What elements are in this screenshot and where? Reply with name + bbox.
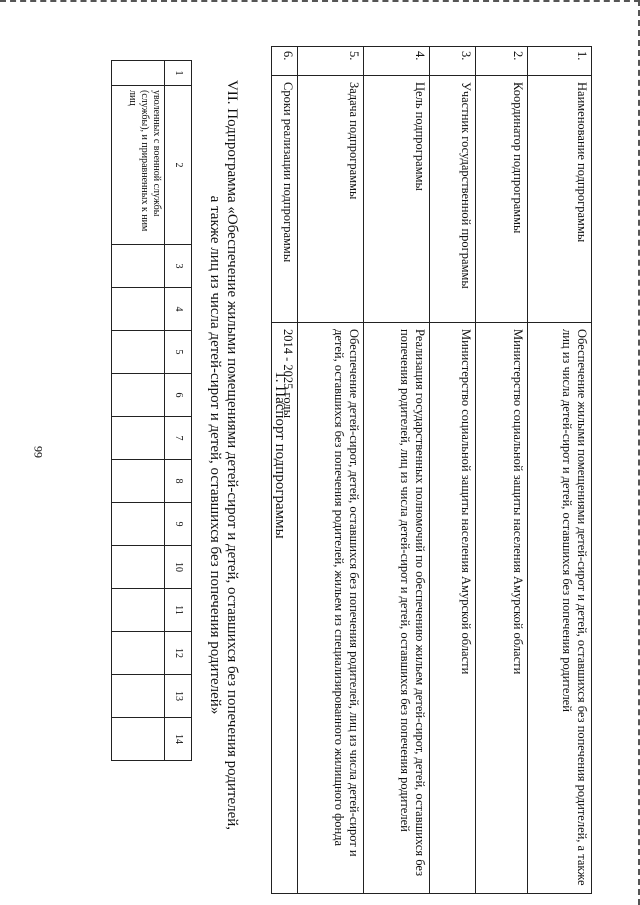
subprogram-heading xyxy=(206,70,240,840)
column-header: 11 xyxy=(165,589,192,632)
row-label: Участник государственной программы xyxy=(430,76,476,323)
row-value: Министерство социальной защиты населения Амурской области xyxy=(430,323,476,894)
table-header-row xyxy=(165,61,192,761)
row-label: уволенных с военной службы (службы), и приравненных к ним лиц xyxy=(112,86,165,245)
page-number: 99 xyxy=(31,446,46,458)
row-value: Министерство социальной защиты населения Амурской области xyxy=(476,323,528,894)
table-cell xyxy=(112,61,165,86)
table-row xyxy=(364,47,430,894)
row-label: Цель подпрограммы xyxy=(364,76,430,323)
row-number: 4. xyxy=(364,47,430,76)
row-number: 6. xyxy=(272,47,298,76)
row-number: 2. xyxy=(476,47,528,76)
row-number: 1. xyxy=(528,47,592,76)
table-row xyxy=(528,47,592,894)
column-header: 4 xyxy=(165,288,192,331)
row-value: Обеспечение жилыми помещениями детей-сирот и детей, оставшихся без попечения родителей, а также лиц из числа детей-сирот и детей, оставшихся без попечения родителей xyxy=(528,323,592,894)
table-row xyxy=(272,47,298,894)
table-row xyxy=(298,47,364,894)
passport-table xyxy=(271,46,592,894)
table-cell xyxy=(112,245,165,288)
table-cell xyxy=(112,675,165,718)
continuation-table xyxy=(111,60,192,761)
column-header: 2 xyxy=(165,86,192,245)
table-cell xyxy=(112,417,165,460)
table-cell xyxy=(112,503,165,546)
column-header: 7 xyxy=(165,417,192,460)
column-header: 8 xyxy=(165,460,192,503)
table-cell xyxy=(112,632,165,675)
table-cell xyxy=(112,589,165,632)
heading-line-2: а также лиц из числа детей-сирот и детей, оставшихся без попечения родителей» xyxy=(207,195,223,715)
column-header: 13 xyxy=(165,675,192,718)
column-header: 5 xyxy=(165,331,192,374)
column-header: 6 xyxy=(165,374,192,417)
column-header: 12 xyxy=(165,632,192,675)
table-cell xyxy=(112,288,165,331)
row-label: Наименование подпрограммы xyxy=(528,76,592,323)
table-cell xyxy=(112,718,165,761)
table-row xyxy=(430,47,476,894)
column-header: 1 xyxy=(165,61,192,86)
row-label: Задача подпрограммы xyxy=(298,76,364,323)
row-label: Сроки реализации подпрограммы xyxy=(272,76,298,323)
row-value: Обеспечение детей-сирот, детей, оставшихся без попечения родителей, лиц из числа детей-сирот и детей, оставшихся без попечения родителей, жильем из специализированного жилищного фонда xyxy=(298,323,364,894)
row-value: 2014 - 2025 годы xyxy=(272,323,298,894)
table-cell xyxy=(112,331,165,374)
row-number: 3. xyxy=(430,47,476,76)
table-cell xyxy=(112,460,165,503)
column-header: 9 xyxy=(165,503,192,546)
table-cell xyxy=(112,374,165,417)
column-header: 14 xyxy=(165,718,192,761)
table-cell xyxy=(112,546,165,589)
column-header: 10 xyxy=(165,546,192,589)
column-header: 3 xyxy=(165,245,192,288)
row-number: 5. xyxy=(298,47,364,76)
row-value: Реализация государственных полномочий по обеспечению жильем детей-сирот, детей, оставшихся без попечения родителей, лиц из числа детей-сирот и детей, оставшихся без попечения родителей xyxy=(364,323,430,894)
table-row xyxy=(112,61,165,761)
row-label: Координатор подпрограммы xyxy=(476,76,528,323)
table-row xyxy=(476,47,528,894)
passport-title: 1. Паспорт подпрограммы xyxy=(272,371,288,539)
heading-line-1: VII. Подпрограмма «Обеспечение жилыми помещениями детей-сирот и детей, оставшихся без попечения родителей, xyxy=(224,79,240,831)
